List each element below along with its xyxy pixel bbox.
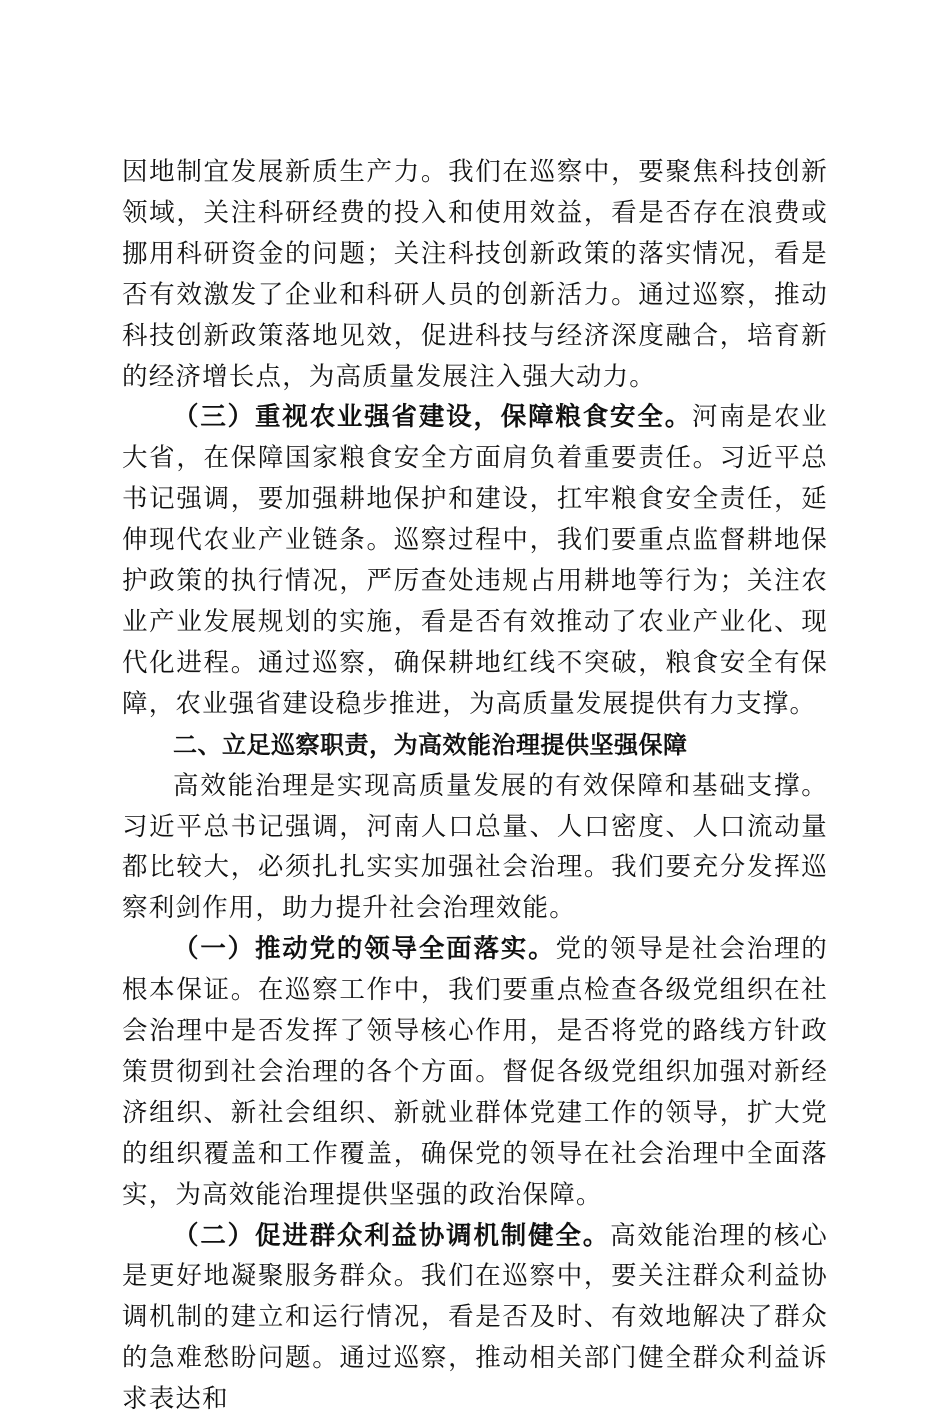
subsection-2-lead: （二）促进群众利益协调机制健全。 [173, 1220, 611, 1251]
section-3-body: 河南是农业大省，在保障国家粮食安全方面肩负着重要责任。习近平总书记强调，要加强耕地保护和建设，扛牢粮食安全责任，延伸现代农业产业链条。巡察过程中，我们要重点监督耕地保护政策的执行情况，严厉查处违规占用耕地等行为；关注农业产业发展规划的实施，看是否有效推动了农业产业化、现代化进程。通过巡察，确保耕地红线不突破，粮食安全有保障，农业强省建设稳步推进，为高质量发展提供有力支撑。 [122, 402, 828, 719]
paragraph-public-interest [122, 1216, 828, 1420]
paragraph-innovation: 因地制宜发展新质生产力。我们在巡察中，要聚焦科技创新领域，关注科研经费的投入和使用效益，看是否存在浪费或挪用科研资金的问题；关注科技创新政策的落实情况，看是否有效激发了企业和科研人员的创新活力。通过巡察，推动科技创新政策落地见效，促进科技与经济深度融合，培育新的经济增长点，为高质量发展注入强大动力。 [122, 157, 828, 392]
section-heading-2: 二、立足巡察职责，为高效能治理提供坚强保障 [173, 730, 688, 759]
subsection-1-lead: （一）推动党的领导全面落实。 [173, 934, 556, 965]
subsection-1-body: 党的领导是社会治理的根本保证。在巡察工作中，我们要重点检查各级党组织在社会治理中是否发挥了领导核心作用，是否将党的路线方针政策贯彻到社会治理的各个方面。督促各级党组织加强对新经济组织、新社会组织、新就业群体党建工作的领导，扩大党的组织覆盖和工作覆盖，确保党的领导在社会治理中全面落实，为高效能治理提供坚强的政治保障。 [122, 934, 828, 1210]
subsection-2-body: 高效能治理的核心是更好地凝聚服务群众。我们在巡察中，要关注群众利益协调机制的建立和运行情况，看是否及时、有效地解决了群众的急难愁盼问题。通过巡察，推动相关部门健全群众利益诉求表达和 [122, 1220, 828, 1415]
paragraph-governance-intro: 高效能治理是实现高质量发展的有效保障和基础支撑。习近平总书记强调，河南人口总量、人口密度、人口流动量都比较大，必须扎扎实实加强社会治理。我们要充分发挥巡察利剑作用，助力提升社会治理效能。 [122, 770, 828, 924]
paragraph-agriculture [122, 397, 828, 724]
paragraph-party-leadership [122, 929, 828, 1215]
document-body [122, 152, 828, 1420]
section-3-lead: （三）重视农业强省建设，保障粮食安全。 [173, 402, 693, 433]
